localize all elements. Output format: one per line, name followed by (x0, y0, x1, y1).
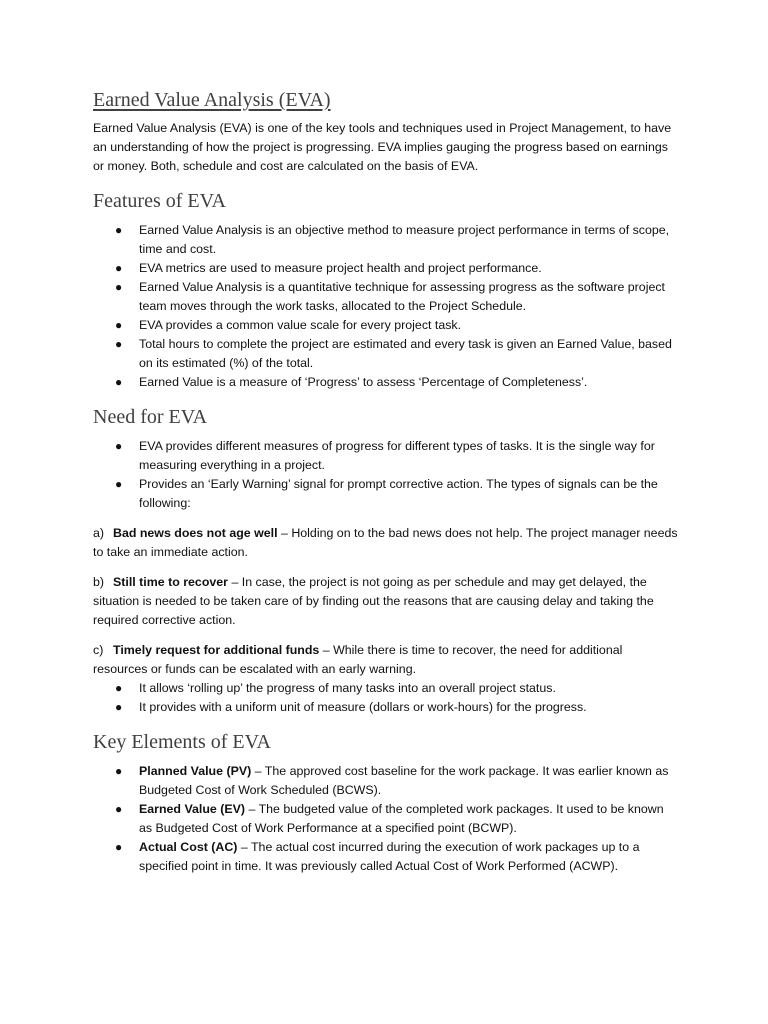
need-list (93, 437, 678, 513)
element-term: Planned Value (PV) (139, 764, 252, 778)
key-elements-list (93, 762, 678, 876)
bullet-icon: ● (115, 439, 123, 453)
list-item: ● It allows ‘rolling up’ the progress of many tasks into an overall project status. (93, 679, 678, 698)
section-heading-features: Features of EVA (93, 190, 226, 212)
list-item: ● EVA provides a common value scale for every project task. (93, 316, 678, 335)
need-list-2 (93, 679, 678, 717)
bullet-icon: ● (115, 840, 123, 854)
list-item: ● Actual Cost (AC) – The actual cost incurred during the execution of work packages up to a specified point in time. It was previously called Actual Cost of Work Performed (ACWP). (115, 840, 640, 873)
bullet-icon: ● (115, 261, 123, 275)
bullet-icon: ● (115, 375, 123, 389)
list-item: ● Earned Value is a measure of ‘Progress’ to assess ‘Percentage of Completeness’. (93, 373, 678, 392)
signal-term: Timely request for additional funds (113, 643, 320, 657)
signal-paragraph-b: b) Still time to recover – In case, the project is not going as per schedule and may get delayed, the situation is needed to be taken care of by finding out the reasons that are causing delay and taking the required corrective action. (93, 575, 654, 627)
list-item: ● EVA metrics are used to measure project health and project performance. (93, 259, 678, 278)
element-term: Earned Value (EV) (139, 802, 246, 816)
signal-paragraph-c: c) Timely request for additional funds – While there is time to recover, the need for additional resources or funds can be escalated with an early warning. (93, 643, 623, 676)
bullet-icon: ● (115, 477, 123, 491)
intro-paragraph: Earned Value Analysis (EVA) is one of the key tools and techniques used in Project Management, to have an understanding of how the project is progressing. EVA implies gauging the progress based on earnings or money. Both, schedule and cost are calculated on the basis of EVA. (93, 121, 672, 173)
bullet-icon: ● (115, 223, 123, 237)
list-item: ● Total hours to complete the project are estimated and every task is given an Earned Value, based on its estimated (%) of the total. (115, 337, 672, 370)
bullet-icon: ● (115, 764, 123, 778)
list-item: ● Earned Value (EV) – The budgeted value of the completed work packages. It used to be known as Budgeted Cost of Work Performance at a specified point (BCWP). (115, 802, 664, 835)
signal-term: Bad news does not age well (113, 526, 278, 540)
bullet-icon: ● (115, 318, 123, 332)
bullet-icon: ● (115, 280, 123, 294)
bullet-icon: ● (115, 337, 123, 351)
bullet-icon: ● (115, 802, 123, 816)
bullet-icon: ● (115, 700, 123, 714)
features-list (93, 221, 678, 392)
element-term: Actual Cost (AC) (139, 840, 238, 854)
list-item: ● EVA provides different measures of progress for different types of tasks. It is the single way for measuring everything in a project. (115, 439, 655, 472)
list-item: ● It provides with a uniform unit of measure (dollars or work-hours) for the progress. (93, 698, 678, 717)
section-heading-need: Need for EVA (93, 406, 208, 428)
bullet-icon: ● (115, 681, 123, 695)
list-item: ● Planned Value (PV) – The approved cost baseline for the work package. It was earlier known as Budgeted Cost of Work Scheduled (BCWS). (115, 764, 669, 797)
signal-term: Still time to recover (113, 575, 228, 589)
section-heading-key-elements: Key Elements of EVA (93, 731, 271, 753)
signal-paragraph-a: a) Bad news does not age well – Holding on to the bad news does not help. The project manager needs to take an immediate action. (93, 526, 678, 559)
list-item: ● Earned Value Analysis is an objective method to measure project performance in terms of scope, time and cost. (115, 223, 670, 256)
list-item: ● Earned Value Analysis is a quantitative technique for assessing progress as the software project team moves through the work tasks, allocated to the Project Schedule. (115, 280, 665, 313)
list-item: ● Provides an ‘Early Warning’ signal for prompt corrective action. The types of signals can be the following: (115, 477, 658, 510)
page-title: Earned Value Analysis (EVA) (93, 89, 331, 111)
